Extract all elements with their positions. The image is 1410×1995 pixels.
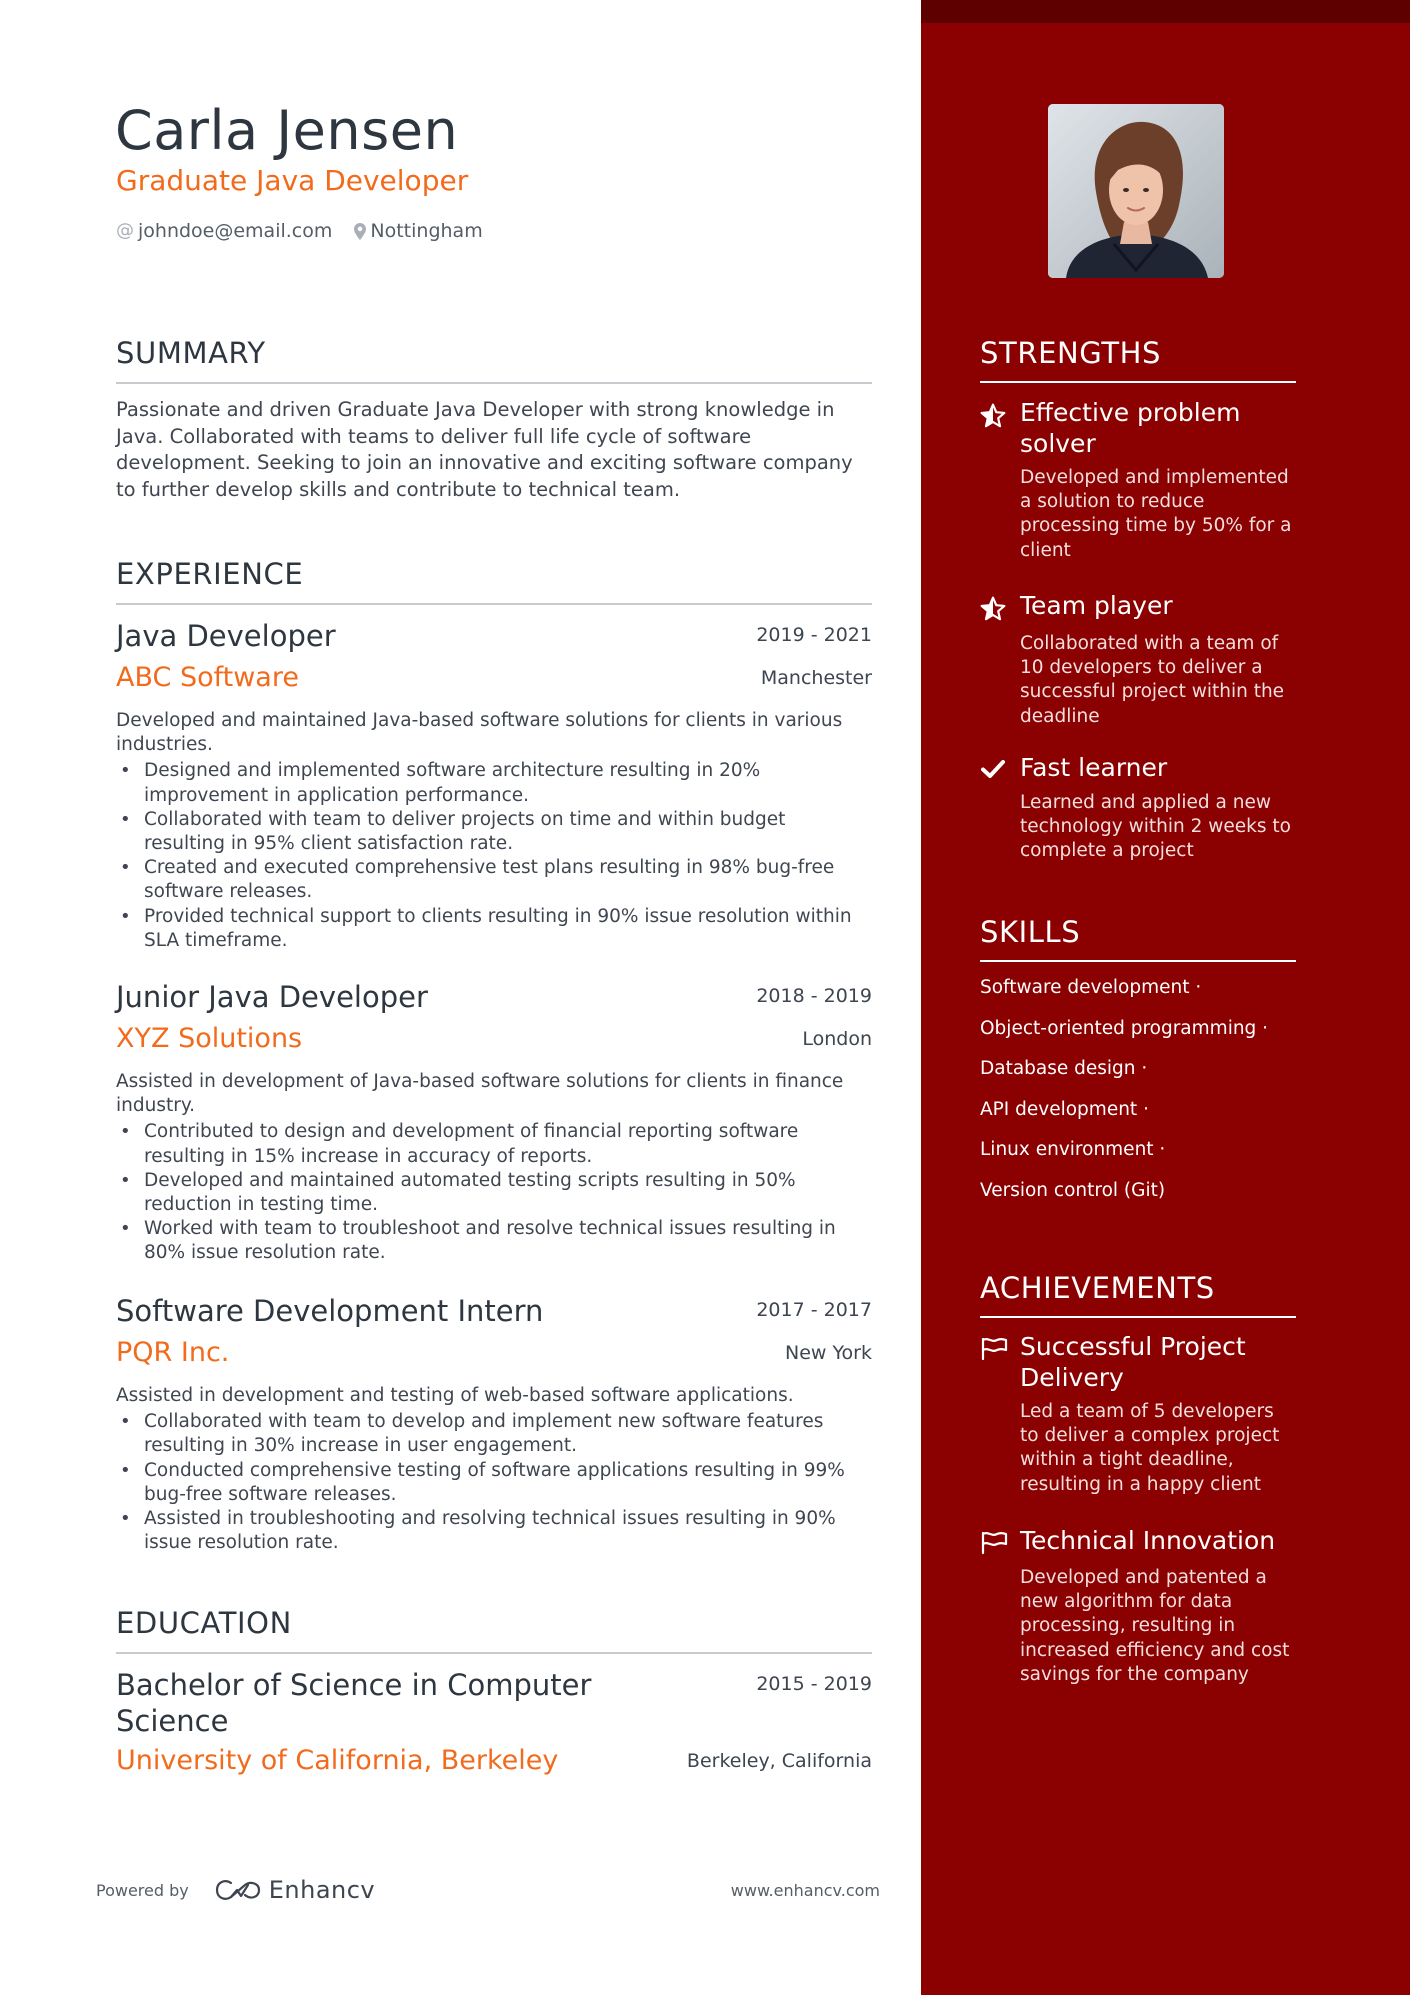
job-bullets	[116, 1410, 872, 1555]
job-bullets	[116, 1120, 872, 1265]
experience-entry	[116, 618, 872, 953]
job-company: PQR Inc.	[116, 1337, 230, 1368]
achievements-heading: ACHIEVEMENTS	[980, 1270, 1296, 1318]
education-section	[116, 1605, 872, 1654]
skills-list	[980, 976, 1296, 1220]
skill-item: Version control (Git)	[980, 1179, 1166, 1201]
skill-item: Object-oriented programming ·	[980, 1017, 1269, 1039]
list-item: • Developed and maintained automated testing scripts resulting in 50% reduction in testing time.	[116, 1169, 872, 1217]
strength-description: Developed and implemented a solution to reduce processing time by 50% for a client	[1020, 467, 1292, 561]
summary-section	[116, 335, 872, 503]
location-text: Nottingham	[370, 220, 483, 242]
job-location: Manchester	[760, 667, 872, 689]
strength-title: Team player	[1020, 591, 1173, 620]
experience-section	[116, 556, 872, 605]
education-entry	[116, 1667, 872, 1779]
experience-entry	[116, 979, 872, 1266]
achievement-title: Successful Project Delivery	[1020, 1332, 1246, 1392]
candidate-name: Carla Jensen	[115, 99, 459, 162]
job-dates: 2018 - 2019	[756, 985, 872, 1007]
email-text[interactable]: johndoe@email.com	[138, 220, 333, 242]
location-pin-icon	[354, 223, 366, 240]
summary-text: Passionate and driven Graduate Java Developer with strong knowledge in Java. Collaborated with teams to deliver full life cycle of software development. Seeking to join an innovative and exciting software company to further develop skills and contribute to technical team.	[116, 398, 853, 501]
education-heading: EDUCATION	[116, 1605, 872, 1654]
achievement-description: Developed and patented a new algorithm for data processing, resulting in increased efficiency and cost savings for the company	[1020, 1567, 1290, 1685]
job-description: Assisted in development and testing of web-based software applications.	[116, 1385, 794, 1406]
strength-description: Learned and applied a new technology within 2 weeks to complete a project	[1020, 792, 1291, 862]
achievement-title: Technical Innovation	[1020, 1526, 1276, 1555]
strength-title: Effective problem solver	[1020, 398, 1241, 458]
sidebar	[921, 0, 1410, 1995]
skill-item: Linux environment ·	[980, 1139, 1166, 1161]
flag-icon	[980, 1331, 1020, 1365]
candidate-role: Graduate Java Developer	[116, 164, 469, 197]
enhancv-logo-icon	[215, 1879, 261, 1901]
job-description: Assisted in development of Java-based software solutions for clients in finance industry.	[116, 1071, 844, 1117]
experience-heading: EXPERIENCE	[116, 556, 872, 605]
skill-item: Database design ·	[980, 1058, 1148, 1080]
education-dates: 2015 - 2019	[756, 1673, 872, 1695]
job-bullets	[116, 759, 872, 953]
strength-title: Fast learner	[1020, 753, 1168, 782]
job-dates: 2017 - 2017	[756, 1299, 872, 1321]
school-location: Berkeley, California	[686, 1750, 872, 1772]
list-item: • Created and executed comprehensive test plans resulting in 98% bug-free software releases.	[116, 856, 872, 904]
list-item: • Conducted comprehensive testing of software applications resulting in 99% bug-free software releases.	[116, 1459, 872, 1507]
job-title: Software Development Intern	[116, 1294, 544, 1328]
job-title: Junior Java Developer	[116, 980, 428, 1014]
strength-description: Collaborated with a team of 10 developers to deliver a successful project within the deadline	[1020, 633, 1285, 727]
job-location: London	[802, 1028, 872, 1050]
powered-by-label: Powered by	[96, 1880, 189, 1900]
at-icon: @	[116, 220, 134, 241]
list-item: • Worked with team to troubleshoot and resolve technical issues resulting in 80% issue resolution rate.	[116, 1217, 872, 1265]
achievement-item	[980, 1331, 1296, 1497]
flag-icon	[980, 1525, 1020, 1559]
strength-item	[980, 590, 1296, 729]
job-description: Developed and maintained Java-based software solutions for clients in various industries.	[116, 710, 843, 756]
achievement-item	[980, 1525, 1296, 1687]
skill-item: Software development ·	[980, 977, 1202, 998]
job-company: ABC Software	[116, 662, 299, 693]
list-item: • Designed and implemented software architecture resulting in 20% improvement in application performance.	[116, 759, 872, 807]
degree-title: Bachelor of Science in Computer Science	[116, 1668, 592, 1738]
job-title: Java Developer	[116, 619, 336, 653]
enhancv-logo[interactable]	[215, 1876, 375, 1904]
list-item: • Provided technical support to clients resulting in 90% issue resolution within SLA timeframe.	[116, 905, 872, 953]
sidebar-top-band	[921, 0, 1410, 23]
list-item: • Assisted in troubleshooting and resolving technical issues resulting in 90% issue resolution rate.	[116, 1507, 872, 1555]
contact-line	[116, 218, 483, 244]
enhancv-logo-text: Enhancv	[268, 1876, 376, 1904]
star-icon	[980, 590, 1020, 625]
school-name: University of California, Berkeley	[116, 1745, 559, 1776]
footer	[96, 1876, 880, 1904]
skills-heading: SKILLS	[980, 914, 1296, 962]
strengths-heading: STRENGTHS	[980, 335, 1296, 383]
achievement-description: Led a team of 5 developers to deliver a complex project within a tight deadline, resulting in a happy client	[1020, 1401, 1280, 1495]
check-icon	[980, 752, 1020, 784]
summary-heading: SUMMARY	[116, 335, 872, 384]
website-link[interactable]: www.enhancv.com	[730, 1880, 880, 1900]
skill-item: API development ·	[980, 1098, 1149, 1120]
experience-entry	[116, 1293, 872, 1555]
job-location: New York	[784, 1342, 872, 1364]
list-item: • Contributed to design and development of financial reporting software resulting in 15% increase in accuracy of reports.	[116, 1120, 872, 1168]
profile-photo	[1048, 104, 1224, 278]
list-item: • Collaborated with team to deliver projects on time and within budget resulting in 95% client satisfaction rate.	[116, 808, 872, 856]
powered-by	[96, 1876, 375, 1904]
job-dates: 2019 - 2021	[756, 624, 872, 646]
strengths-section	[980, 335, 1296, 383]
job-company: XYZ Solutions	[116, 1023, 303, 1054]
achievements-section	[980, 1270, 1296, 1318]
skills-section	[980, 914, 1296, 962]
strength-item	[980, 752, 1296, 864]
list-item: • Collaborated with team to develop and implement new software features resulting in 30% increase in user engagement.	[116, 1410, 872, 1458]
strength-item	[980, 397, 1296, 563]
star-icon	[980, 397, 1020, 432]
